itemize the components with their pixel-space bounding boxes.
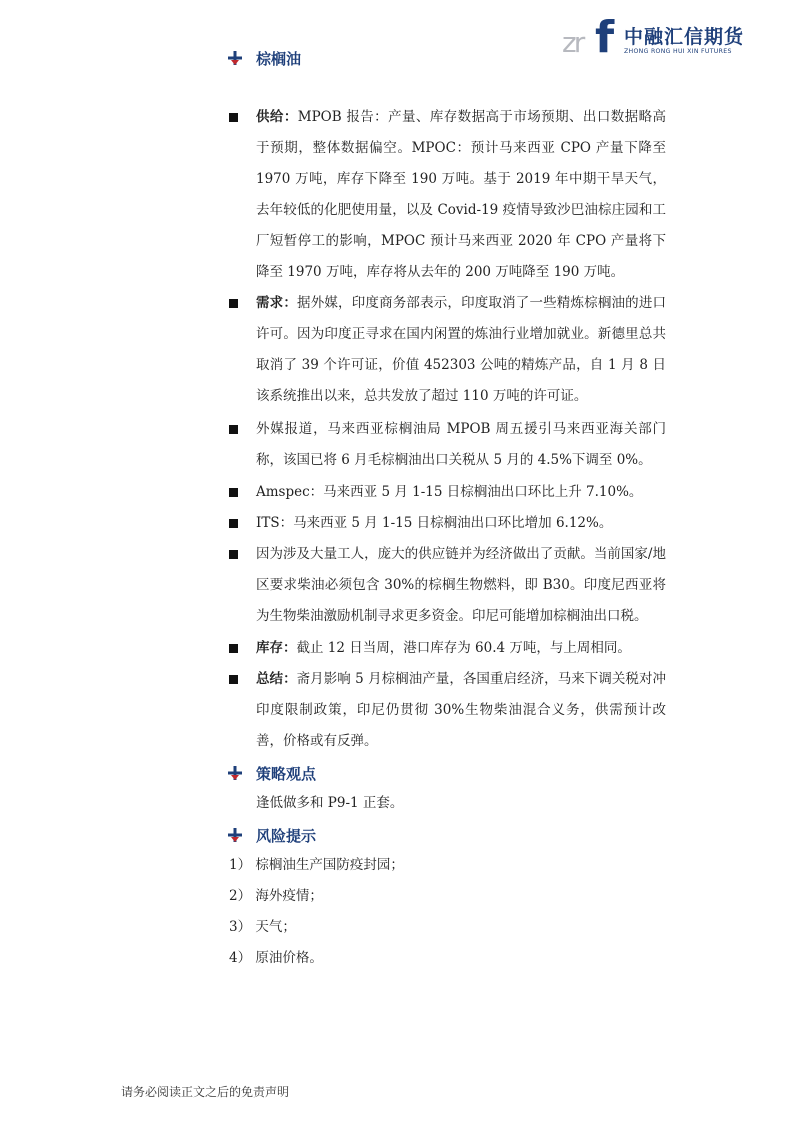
logo-english-name: ZHONG RONG HUI XIN FUTURES <box>624 48 732 55</box>
bullet-icon <box>229 488 238 497</box>
risk-item-text: 天气； <box>255 919 296 935</box>
risk-item-number: 1） <box>229 857 252 873</box>
section-heading-strategy <box>228 762 316 784</box>
list-item <box>256 477 666 508</box>
item-text: MPOB 报告：产量、库存数据高于市场预期、出口数据略高于预期，整体数据偏空。MPOC：预计马来西亚 CPO 产量下降至 1970 万吨，库存下降至 190 万吨。基于 2019 年中期干旱天气，去年较低的化肥使用量，以及 Covid-19 疫情导致沙巴油棕庄园和工厂短暂停工的影响，MPOC 预计马来西亚 2020 年 CPO 产量将下降至 1970 万吨，库存将从去年的 200 万吨降至 190 万吨。 <box>256 109 667 280</box>
risk-item-number: 3） <box>229 919 252 935</box>
logo-mark: zr f <box>562 12 615 63</box>
bullet-icon <box>229 425 238 434</box>
section-heading-palm-oil <box>228 47 301 69</box>
risk-item <box>229 917 296 937</box>
disclaimer-footer: 请务必阅读正文之后的免责声明 <box>121 1085 290 1099</box>
section-arrow-icon <box>228 766 242 780</box>
item-text: 截止 12 日当周，港口库存为 60.4 万吨，与上周相同。 <box>296 640 631 656</box>
list-item-inventory <box>256 633 666 664</box>
bullet-icon <box>229 299 238 308</box>
risk-item-text: 海外疫情； <box>255 888 323 904</box>
item-text: 因为涉及大量工人，庞大的供应链并为经济做出了贡献。当前国家/地区要求柴油必须包含 30%的棕榈生物燃料，即 B30。印度尼西亚将为生物柴油激励机制寻求更多资金。印尼可能增加棕榈油出口税。 <box>256 546 666 624</box>
list-item <box>256 414 666 476</box>
section-heading-risk <box>228 824 316 846</box>
logo-chinese-name: 中融汇信期货 <box>624 26 745 48</box>
section-title: 风险提示 <box>256 826 317 845</box>
bullet-icon <box>229 519 238 528</box>
risk-item <box>229 855 404 875</box>
item-text: 据外媒，印度商务部表示，印度取消了一些精炼棕榈油的进口许可。因为印度正寻求在国内闲置的炼油行业增加就业。新德里总共取消了 39 个许可证，价值 452303 公吨的精炼产品，自 1 月 8 日该系统推出以来，总共发放了超过 110 万吨的许可证。 <box>256 295 667 404</box>
company-logo <box>562 12 762 63</box>
section-title: 策略观点 <box>256 764 317 783</box>
list-item-summary <box>256 664 666 757</box>
risk-item <box>229 948 323 968</box>
risk-item <box>229 886 323 906</box>
item-text: 外媒报道，马来西亚棕榈油局 MPOB 周五援引马来西亚海关部门称，该国已将 6 月毛棕榈油出口关税从 5 月的 4.5%下调至 0%。 <box>256 421 666 468</box>
section-title: 棕榈油 <box>256 49 302 68</box>
section-arrow-icon <box>228 828 242 842</box>
list-item <box>256 539 666 632</box>
risk-item-text: 棕榈油生产国防疫封园； <box>255 857 404 873</box>
strategy-text: 逢低做多和 P9-1 正套。 <box>256 795 404 811</box>
risk-item-number: 4） <box>229 950 252 966</box>
risk-item-number: 2） <box>229 888 252 904</box>
section-arrow-icon <box>228 51 242 65</box>
item-label: 需求： <box>256 295 298 311</box>
item-label: 总结： <box>256 671 297 687</box>
bullet-icon <box>229 550 238 559</box>
bullet-icon <box>229 113 238 122</box>
list-item <box>256 508 666 539</box>
item-text: 斋月影响 5 月棕榈油产量，各国重启经济，马来下调关税对冲印度限制政策，印尼仍贯彻 30%生物柴油混合义务，供需预计改善，价格或有反弹。 <box>256 671 667 749</box>
list-item-supply <box>256 102 666 288</box>
bullet-icon <box>229 675 238 684</box>
item-text: ITS：马来西亚 5 月 1-15 日棕榈油出口环比增加 6.12%。 <box>256 515 613 531</box>
risk-item-text: 原油价格。 <box>255 950 323 966</box>
item-text: Amspec：马来西亚 5 月 1-15 日棕榈油出口环比上升 7.10%。 <box>256 484 643 500</box>
item-label: 库存： <box>256 640 297 656</box>
list-item-demand <box>256 288 666 412</box>
item-label: 供给： <box>256 109 298 125</box>
bullet-icon <box>229 644 238 653</box>
